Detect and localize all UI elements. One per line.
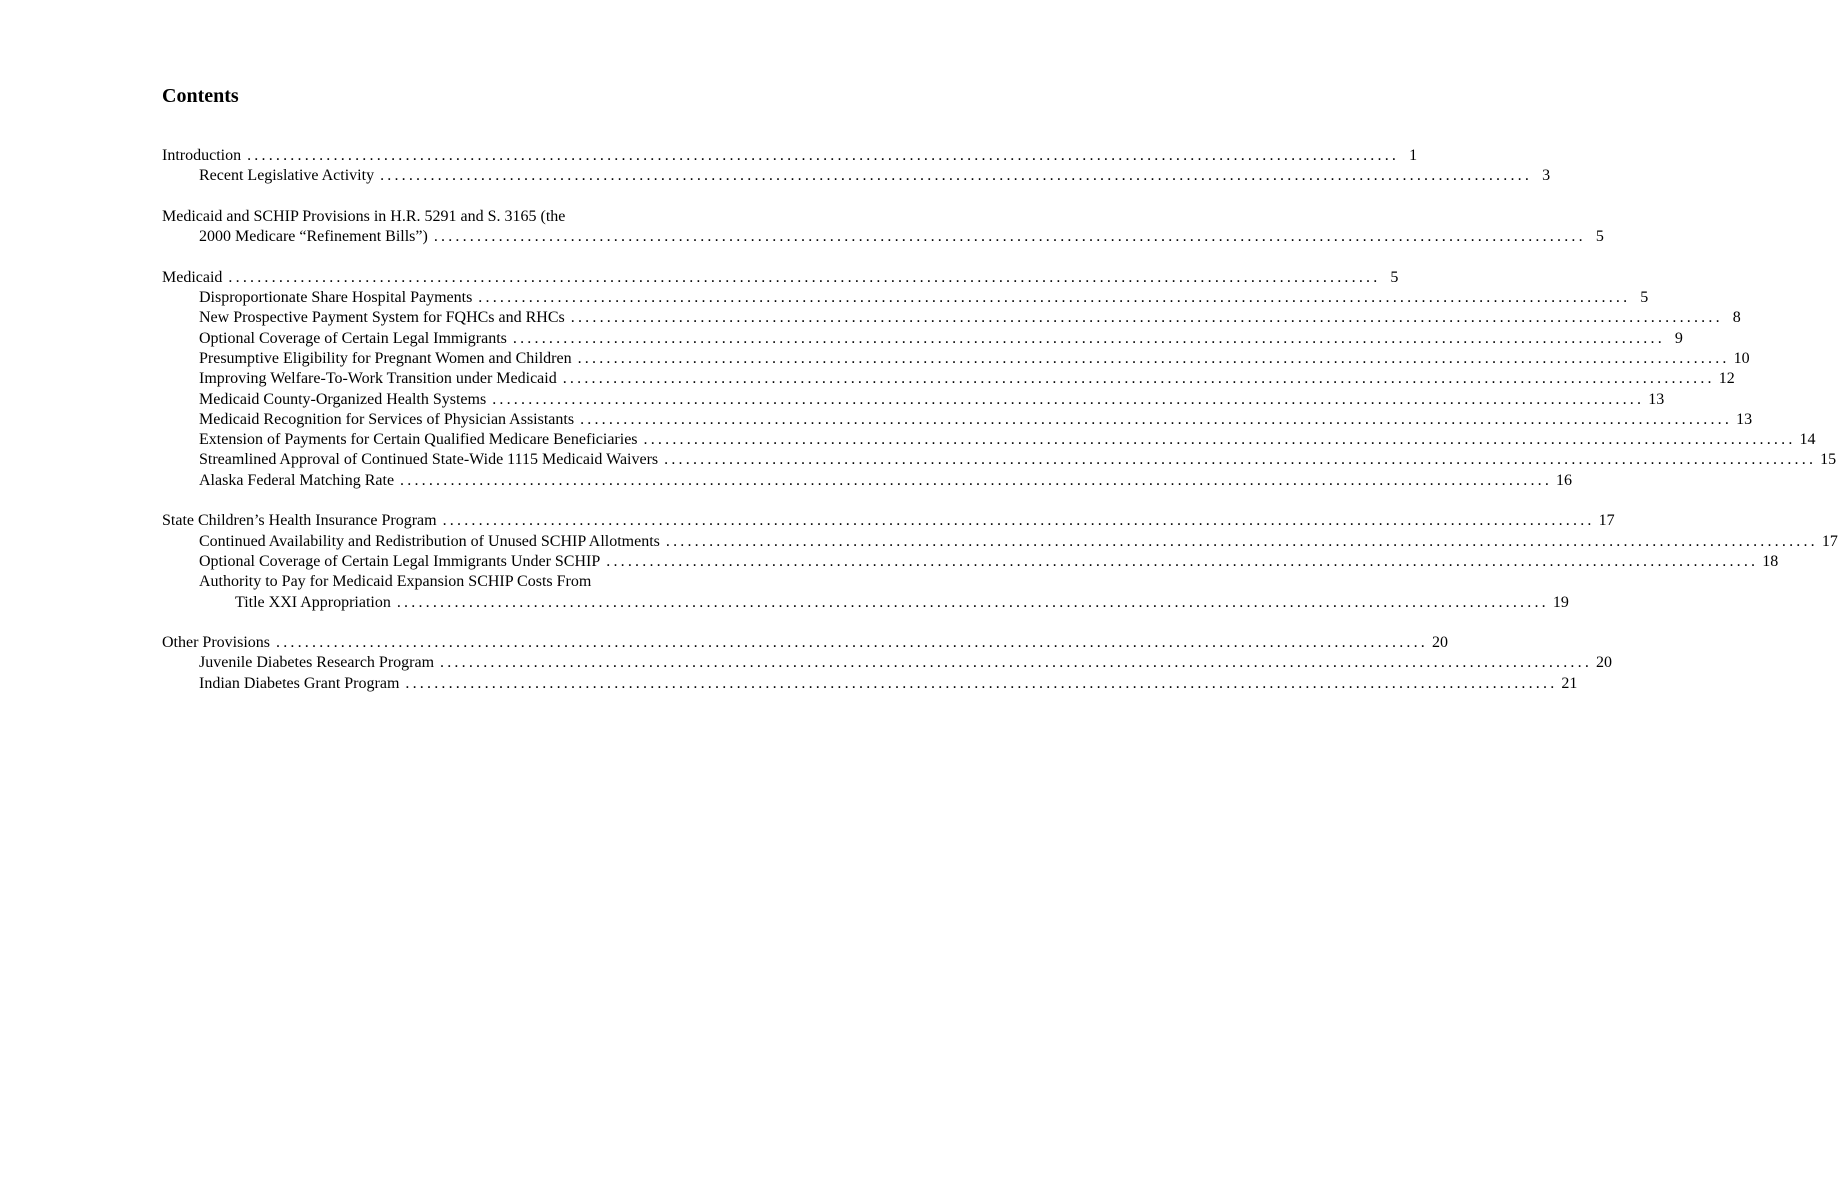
dot-leader: ................................................................................................................................................................ bbox=[664, 451, 1817, 469]
toc-entry-title: Streamlined Approval of Continued State-Wide 1115 Medicaid Waivers bbox=[199, 451, 659, 469]
toc-entry-title: Disproportionate Share Hospital Payments bbox=[199, 289, 473, 307]
toc-entry-title: Improving Welfare-To-Work Transition under Medicaid bbox=[199, 370, 557, 388]
dot-leader: ................................................................................................................................................................ bbox=[478, 289, 1631, 307]
toc-page-number: 15 bbox=[1820, 451, 1837, 469]
toc-entry-other-provisions[interactable] bbox=[162, 633, 1448, 653]
toc-entry-juvenile-diabetes[interactable] bbox=[162, 653, 1613, 673]
toc-entry-title: New Prospective Payment System for FQHCs and RHCs bbox=[199, 309, 565, 327]
dot-leader: ................................................................................................................................................................ bbox=[577, 349, 1730, 367]
toc-entry-title: Title XXI Appropriation bbox=[235, 593, 391, 611]
dot-leader: ................................................................................................................................................................ bbox=[580, 410, 1733, 428]
toc-entry-qmb-payments[interactable] bbox=[162, 430, 1816, 450]
toc-entry-immigrants-schip[interactable] bbox=[162, 552, 1779, 572]
dot-leader: ................................................................................................................................................................ bbox=[276, 634, 1428, 652]
dot-leader: ................................................................................................................................................................ bbox=[440, 654, 1593, 672]
toc-page-number: 18 bbox=[1762, 552, 1779, 570]
toc-entry-unused-allotments[interactable] bbox=[162, 532, 1838, 552]
dot-leader: ................................................................................................................................................................ bbox=[665, 532, 1818, 550]
toc-entry-dsh-payments[interactable] bbox=[162, 288, 1649, 308]
dot-leader: ................................................................................................................................................................ bbox=[405, 674, 1558, 692]
toc-entry-medicaid[interactable] bbox=[162, 268, 1399, 288]
toc-page-number: 5 bbox=[1390, 268, 1399, 286]
toc-entry-county-organized[interactable] bbox=[162, 390, 1665, 410]
toc-page-number: 20 bbox=[1432, 634, 1448, 652]
toc-page-number: 13 bbox=[1736, 410, 1753, 428]
toc-entry-recent-legislative-activity[interactable] bbox=[162, 166, 1551, 186]
toc-entry-indian-diabetes[interactable] bbox=[162, 674, 1578, 694]
toc-page-number: 3 bbox=[1542, 167, 1551, 185]
dot-leader: ................................................................................................................................................................ bbox=[400, 471, 1553, 489]
toc-page-number: 5 bbox=[1595, 228, 1604, 246]
toc-entry-physician-assistants[interactable] bbox=[162, 410, 1753, 430]
toc-entry-welfare-to-work[interactable] bbox=[162, 369, 1735, 389]
toc-entry-medicaid-schip-provisions[interactable] bbox=[162, 207, 760, 227]
toc-entry-title: Presumptive Eligibility for Pregnant Women and Children bbox=[199, 349, 572, 367]
toc-page-number: 19 bbox=[1552, 593, 1569, 611]
toc-entry-title: State Children’s Health Insurance Program bbox=[162, 512, 437, 530]
dot-leader: ................................................................................................................................................................ bbox=[380, 167, 1533, 185]
toc-page-number: 9 bbox=[1674, 329, 1683, 347]
dot-leader: ................................................................................................................................................................ bbox=[442, 512, 1595, 530]
toc-page-number: 20 bbox=[1596, 654, 1613, 672]
toc-entry-fqhc-rhc-pps[interactable] bbox=[162, 308, 1741, 328]
page-title: Contents bbox=[162, 85, 239, 107]
toc-entry-title-xxi[interactable] bbox=[162, 593, 1569, 613]
toc-entry-title: Introduction bbox=[162, 147, 242, 164]
toc-entry-legal-immigrants[interactable] bbox=[162, 329, 1683, 349]
toc-page-number: 1 bbox=[1409, 147, 1418, 164]
toc-entry-refinement-bills[interactable] bbox=[162, 227, 1604, 247]
dot-leader: ................................................................................................................................................................ bbox=[396, 593, 1549, 611]
dot-leader: ................................................................................................................................................................ bbox=[643, 431, 1796, 449]
toc-entry-title: Indian Diabetes Grant Program bbox=[199, 674, 400, 692]
dot-leader: ................................................................................................................................................................ bbox=[247, 147, 1400, 164]
toc-entry-authority-to-pay[interactable] bbox=[162, 572, 760, 592]
toc-entry-title: Alaska Federal Matching Rate bbox=[199, 471, 395, 489]
dot-leader: ................................................................................................................................................................ bbox=[228, 268, 1381, 286]
toc-entry-title: 2000 Medicare “Refinement Bills”) bbox=[199, 228, 428, 246]
dot-leader: ................................................................................................................................................................ bbox=[606, 552, 1759, 570]
toc-entry-title: Medicaid and SCHIP Provisions in H.R. 5291 and S. 3165 (the bbox=[162, 207, 566, 225]
toc-page-number: 13 bbox=[1648, 390, 1665, 408]
toc-entry-title: Continued Availability and Redistribution of Unused SCHIP Allotments bbox=[199, 532, 660, 550]
toc-page-number: 21 bbox=[1561, 674, 1578, 692]
toc-entry-alaska-fmap[interactable] bbox=[162, 471, 1573, 491]
toc-entry-schip[interactable] bbox=[162, 511, 1615, 531]
dot-leader: ................................................................................................................................................................ bbox=[512, 329, 1665, 347]
toc-page-number: 17 bbox=[1821, 532, 1838, 550]
dot-leader: ................................................................................................................................................................ bbox=[492, 390, 1645, 408]
toc-entry-introduction[interactable] bbox=[162, 146, 1418, 166]
toc-entry-title: Optional Coverage of Certain Legal Immigrants bbox=[199, 329, 507, 347]
toc-page-number: 16 bbox=[1556, 471, 1573, 489]
table-of-contents bbox=[162, 146, 1838, 694]
toc-entry-title: Extension of Payments for Certain Qualified Medicare Beneficiaries bbox=[199, 431, 638, 449]
toc-entry-title: Medicaid Recognition for Services of Physician Assistants bbox=[199, 410, 575, 428]
toc-page-number: 17 bbox=[1598, 512, 1615, 530]
toc-page-number: 12 bbox=[1718, 370, 1735, 388]
toc-page-number: 5 bbox=[1640, 289, 1649, 307]
toc-entry-title: Optional Coverage of Certain Legal Immigrants Under SCHIP bbox=[199, 552, 601, 570]
toc-entry-title: Medicaid County-Organized Health Systems bbox=[199, 390, 487, 408]
toc-page-number: 10 bbox=[1733, 349, 1750, 367]
toc-entry-title: Juvenile Diabetes Research Program bbox=[199, 654, 435, 672]
toc-page-number: 8 bbox=[1732, 309, 1741, 327]
toc-entry-title: Recent Legislative Activity bbox=[199, 167, 375, 185]
toc-entry-presumptive-eligibility[interactable] bbox=[162, 349, 1750, 369]
toc-page-number: 14 bbox=[1799, 431, 1816, 449]
dot-leader: ................................................................................................................................................................ bbox=[433, 228, 1586, 246]
dot-leader: ................................................................................................................................................................ bbox=[562, 370, 1715, 388]
toc-entry-title: Medicaid bbox=[162, 268, 223, 286]
dot-leader: ................................................................................................................................................................ bbox=[570, 309, 1723, 327]
toc-entry-1115-waivers[interactable] bbox=[162, 450, 1837, 470]
toc-entry-title: Other Provisions bbox=[162, 634, 270, 652]
toc-entry-title: Authority to Pay for Medicaid Expansion SCHIP Costs From bbox=[199, 573, 592, 591]
